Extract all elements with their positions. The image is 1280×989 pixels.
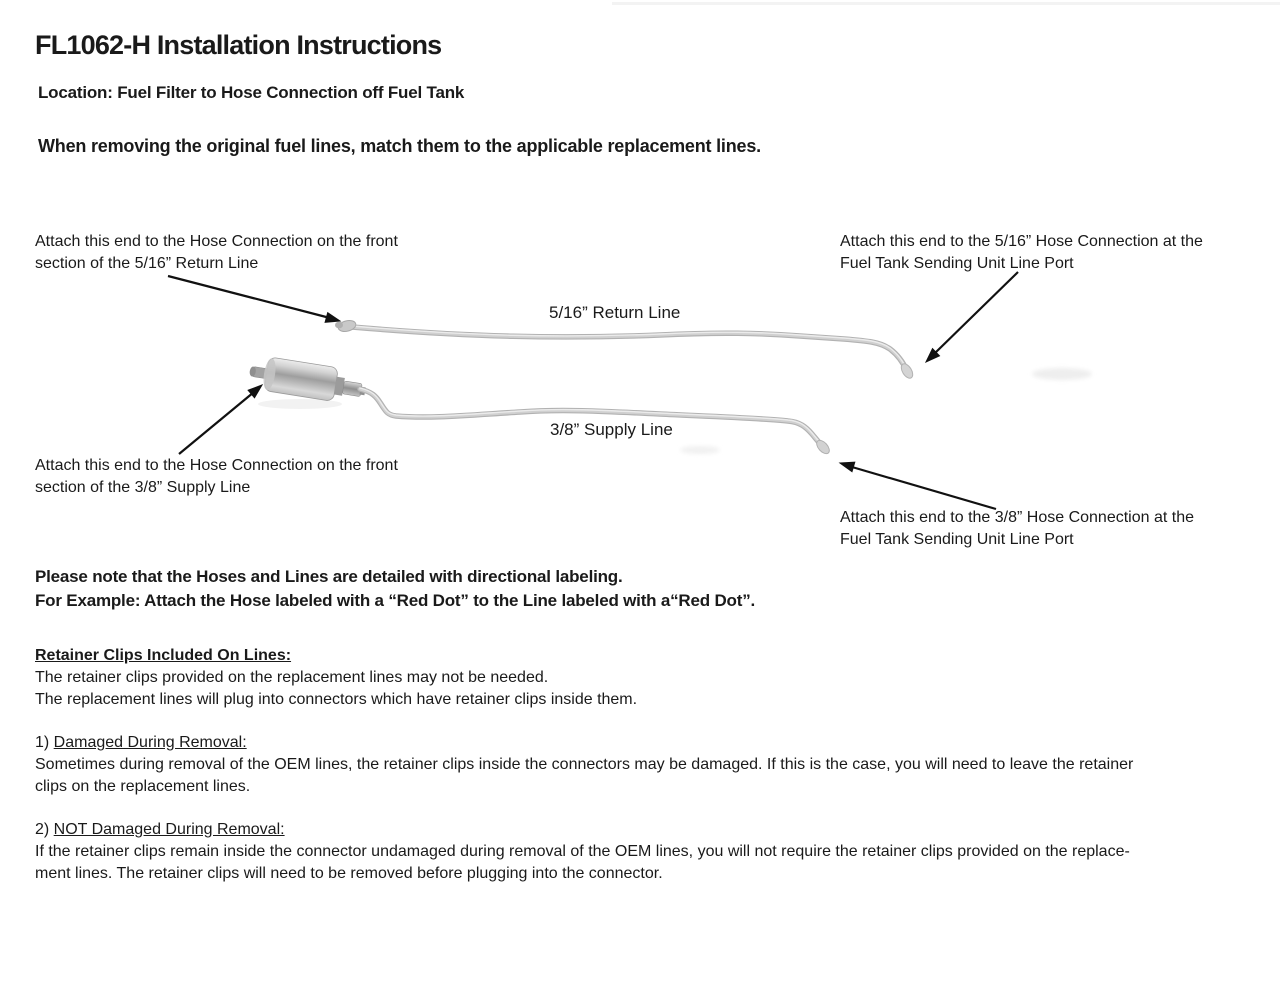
arrowhead-supply-tank [840, 462, 855, 472]
callout-return-front [35, 231, 398, 275]
supply-line-label: 3/8” Supply Line [550, 420, 673, 439]
callout-line: Attach this end to the 3/8” Hose Connection at the [840, 509, 1194, 526]
arrowhead-return-front [325, 313, 340, 323]
damaged-number: 1) [35, 734, 54, 751]
callout-supply-front [35, 455, 398, 499]
callout-line: Attach this end to the Hose Connection on the front [35, 457, 398, 474]
callout-line: section of the 5/16” Return Line [35, 255, 259, 272]
not-damaged-line: If the retainer clips remain inside the connector undamaged during removal of the OEM lines, you will not require the retainer clips provided on the replace- [35, 843, 1130, 860]
damaged-line: clips on the replacement lines. [35, 778, 251, 795]
scan-smudge [680, 446, 720, 454]
retainer-section [35, 645, 637, 711]
note-line: Please note that the Hoses and Lines are detailed with directional labeling. [35, 567, 623, 586]
damaged-heading-row [35, 732, 1133, 754]
not-damaged-line: ment lines. The retainer clips will need to be removed before plugging into the connector. [35, 865, 663, 882]
arrow-return-tank [934, 272, 1018, 354]
callout-line: Attach this end to the Hose Connection on the front [35, 233, 398, 250]
return-line-label: 5/16” Return Line [549, 303, 681, 322]
not-damaged-heading: NOT Damaged During Removal: [53, 821, 285, 838]
damaged-section [35, 732, 1133, 798]
return-line-drawing [335, 319, 915, 380]
callout-line: Fuel Tank Sending Unit Line Port [840, 531, 1074, 548]
callout-return-tank [840, 231, 1203, 275]
arrow-return-front [168, 276, 330, 318]
return-line-front-tip [335, 322, 343, 329]
note-line: For Example: Attach the Hose labeled with a “Red Dot” to the Line labeled with a“Red Dot”. [35, 591, 756, 610]
callout-line: section of the 3/8” Supply Line [35, 479, 251, 496]
fuel-filter [247, 354, 368, 406]
arrow-supply-front [179, 392, 254, 454]
scan-smudge [1032, 368, 1092, 380]
retainer-heading: Retainer Clips Included On Lines: [35, 647, 292, 664]
not-damaged-section [35, 819, 1130, 885]
retainer-line: The retainer clips provided on the replacement lines may not be needed. [35, 669, 549, 686]
intro-line: When removing the original fuel lines, match them to the applicable replacement lines. [38, 136, 761, 156]
not-damaged-number: 2) [35, 821, 54, 838]
directional-note [35, 565, 755, 613]
not-damaged-heading-row [35, 819, 1130, 841]
supply-line-drawing [247, 354, 832, 456]
callout-line: Attach this end to the 5/16” Hose Connection at the [840, 233, 1203, 250]
damaged-heading: Damaged During Removal: [53, 734, 247, 751]
arrow-supply-tank [852, 467, 996, 509]
callout-line: Fuel Tank Sending Unit Line Port [840, 255, 1074, 272]
callout-supply-tank [840, 507, 1194, 551]
location-line: Location: Fuel Filter to Hose Connection off Fuel Tank [38, 83, 465, 102]
page-title: FL1062-H Installation Instructions [35, 30, 442, 60]
retainer-line: The replacement lines will plug into connectors which have retainer clips inside them. [35, 691, 638, 708]
damaged-line: Sometimes during removal of the OEM lines, the retainer clips inside the connectors may be damaged. If this is the case, you will need to leave the retainer [35, 756, 1134, 773]
